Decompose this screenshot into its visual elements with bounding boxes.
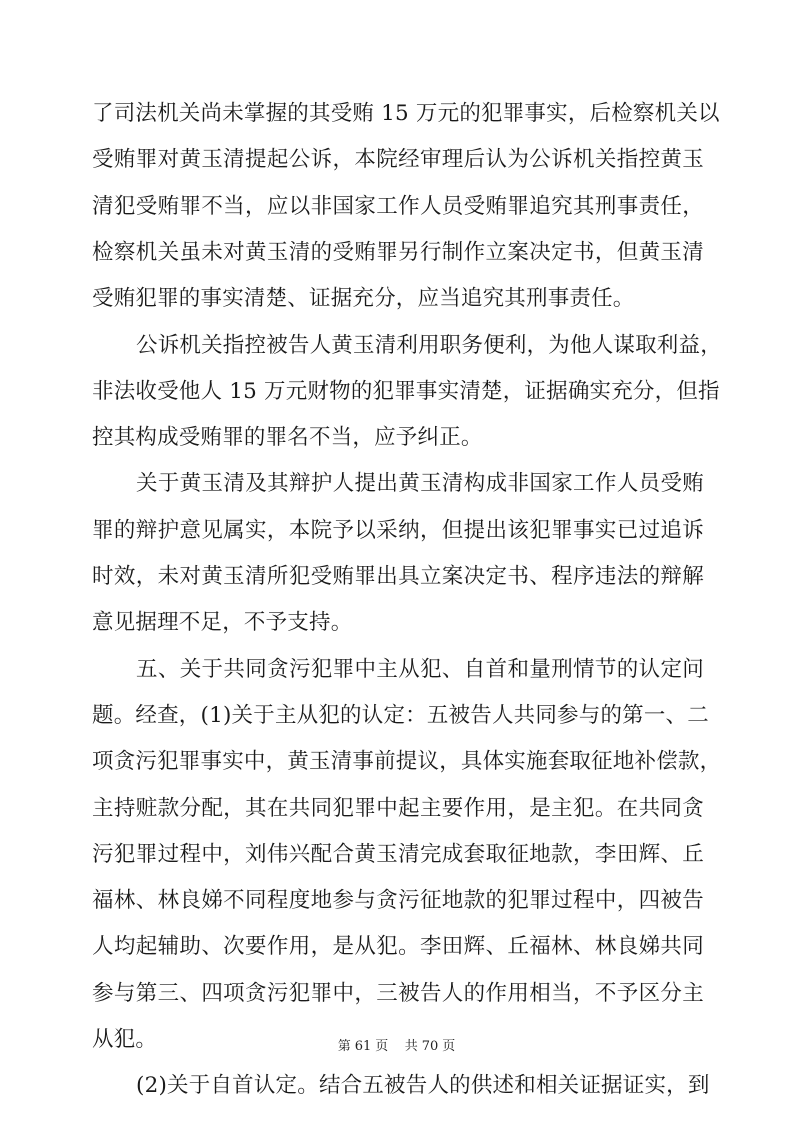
text-line: 清犯受贿罪不当，应以非国家工作人员受贿罪追究其刑事责任，: [92, 193, 704, 219]
text-line: 项贪污犯罪事实中，黄玉清事前提议，具体实施套取征地补偿款，: [92, 749, 722, 775]
total-prefix: 共: [404, 1039, 418, 1054]
page-unit: 页: [375, 1039, 389, 1054]
text-line: 主持赃款分配，其在共同犯罪中起主要作用，是主犯。在共同贪: [92, 795, 704, 821]
text-line: 参与第三、四项贪污犯罪中，三被告人的作用相当，不予区分主: [92, 980, 704, 1006]
text-line: 意见据理不足，不予支持。: [92, 610, 353, 636]
text-line: 人均起辅助、次要作用，是从犯。李田辉、丘福林、林良娣共同: [92, 934, 704, 960]
text-line: 污犯罪过程中，刘伟兴配合黄玉清完成套取征地款，李田辉、丘: [92, 841, 704, 867]
text-line: 题。经查，(1)关于主从犯的认定：五被告人共同参与的第一、二: [92, 702, 709, 728]
paragraph-first-line: 公诉机关指控被告人黄玉清利用职务便利，为他人谋取利益，: [136, 332, 722, 358]
page-footer: [0, 1038, 793, 1056]
text-line: 控其构成受贿罪的罪名不当，应予纠正。: [92, 425, 483, 451]
text-line: 受贿犯罪的事实清楚、证据充分，应当追究其刑事责任。: [92, 286, 635, 312]
text-line: 受贿罪对黄玉清提起公诉，本院经审理后认为公诉机关指控黄玉: [92, 147, 704, 173]
page-number: 61: [354, 1039, 372, 1054]
paragraph-first-line: 五、关于共同贪污犯罪中主从犯、自首和量刑情节的认定问: [136, 656, 704, 682]
text-line: 罪的辩护意见属实，本院予以采纳，但提出该犯罪事实已过追诉: [92, 517, 704, 543]
paragraph-first-line: (2)关于自首认定。结合五被告人的供述和相关证据证实，到: [136, 1073, 710, 1099]
total-pages: 70: [421, 1039, 439, 1054]
text-line: 非法收受他人 15 万元财物的犯罪事实清楚，证据确实充分，但指: [92, 378, 720, 404]
page-prefix: 第: [337, 1039, 351, 1054]
text-line: 从犯。: [92, 1027, 158, 1052]
text-line: 时效，未对黄玉清所犯受贿罪出具立案决定书、程序违法的辩解: [92, 564, 704, 589]
text-line: 了司法机关尚未掌握的其受贿 15 万元的犯罪事实，后检察机关以: [92, 101, 720, 126]
text-line: 福林、林良娣不同程度地参与贪污征地款的犯罪过程中，四被告: [92, 888, 704, 914]
total-unit: 页: [442, 1039, 456, 1054]
text-line: 检察机关虽未对黄玉清的受贿罪另行制作立案决定书，但黄玉清: [92, 239, 704, 265]
paragraph-first-line: 关于黄玉清及其辩护人提出黄玉清构成非国家工作人员受贿: [136, 471, 704, 497]
